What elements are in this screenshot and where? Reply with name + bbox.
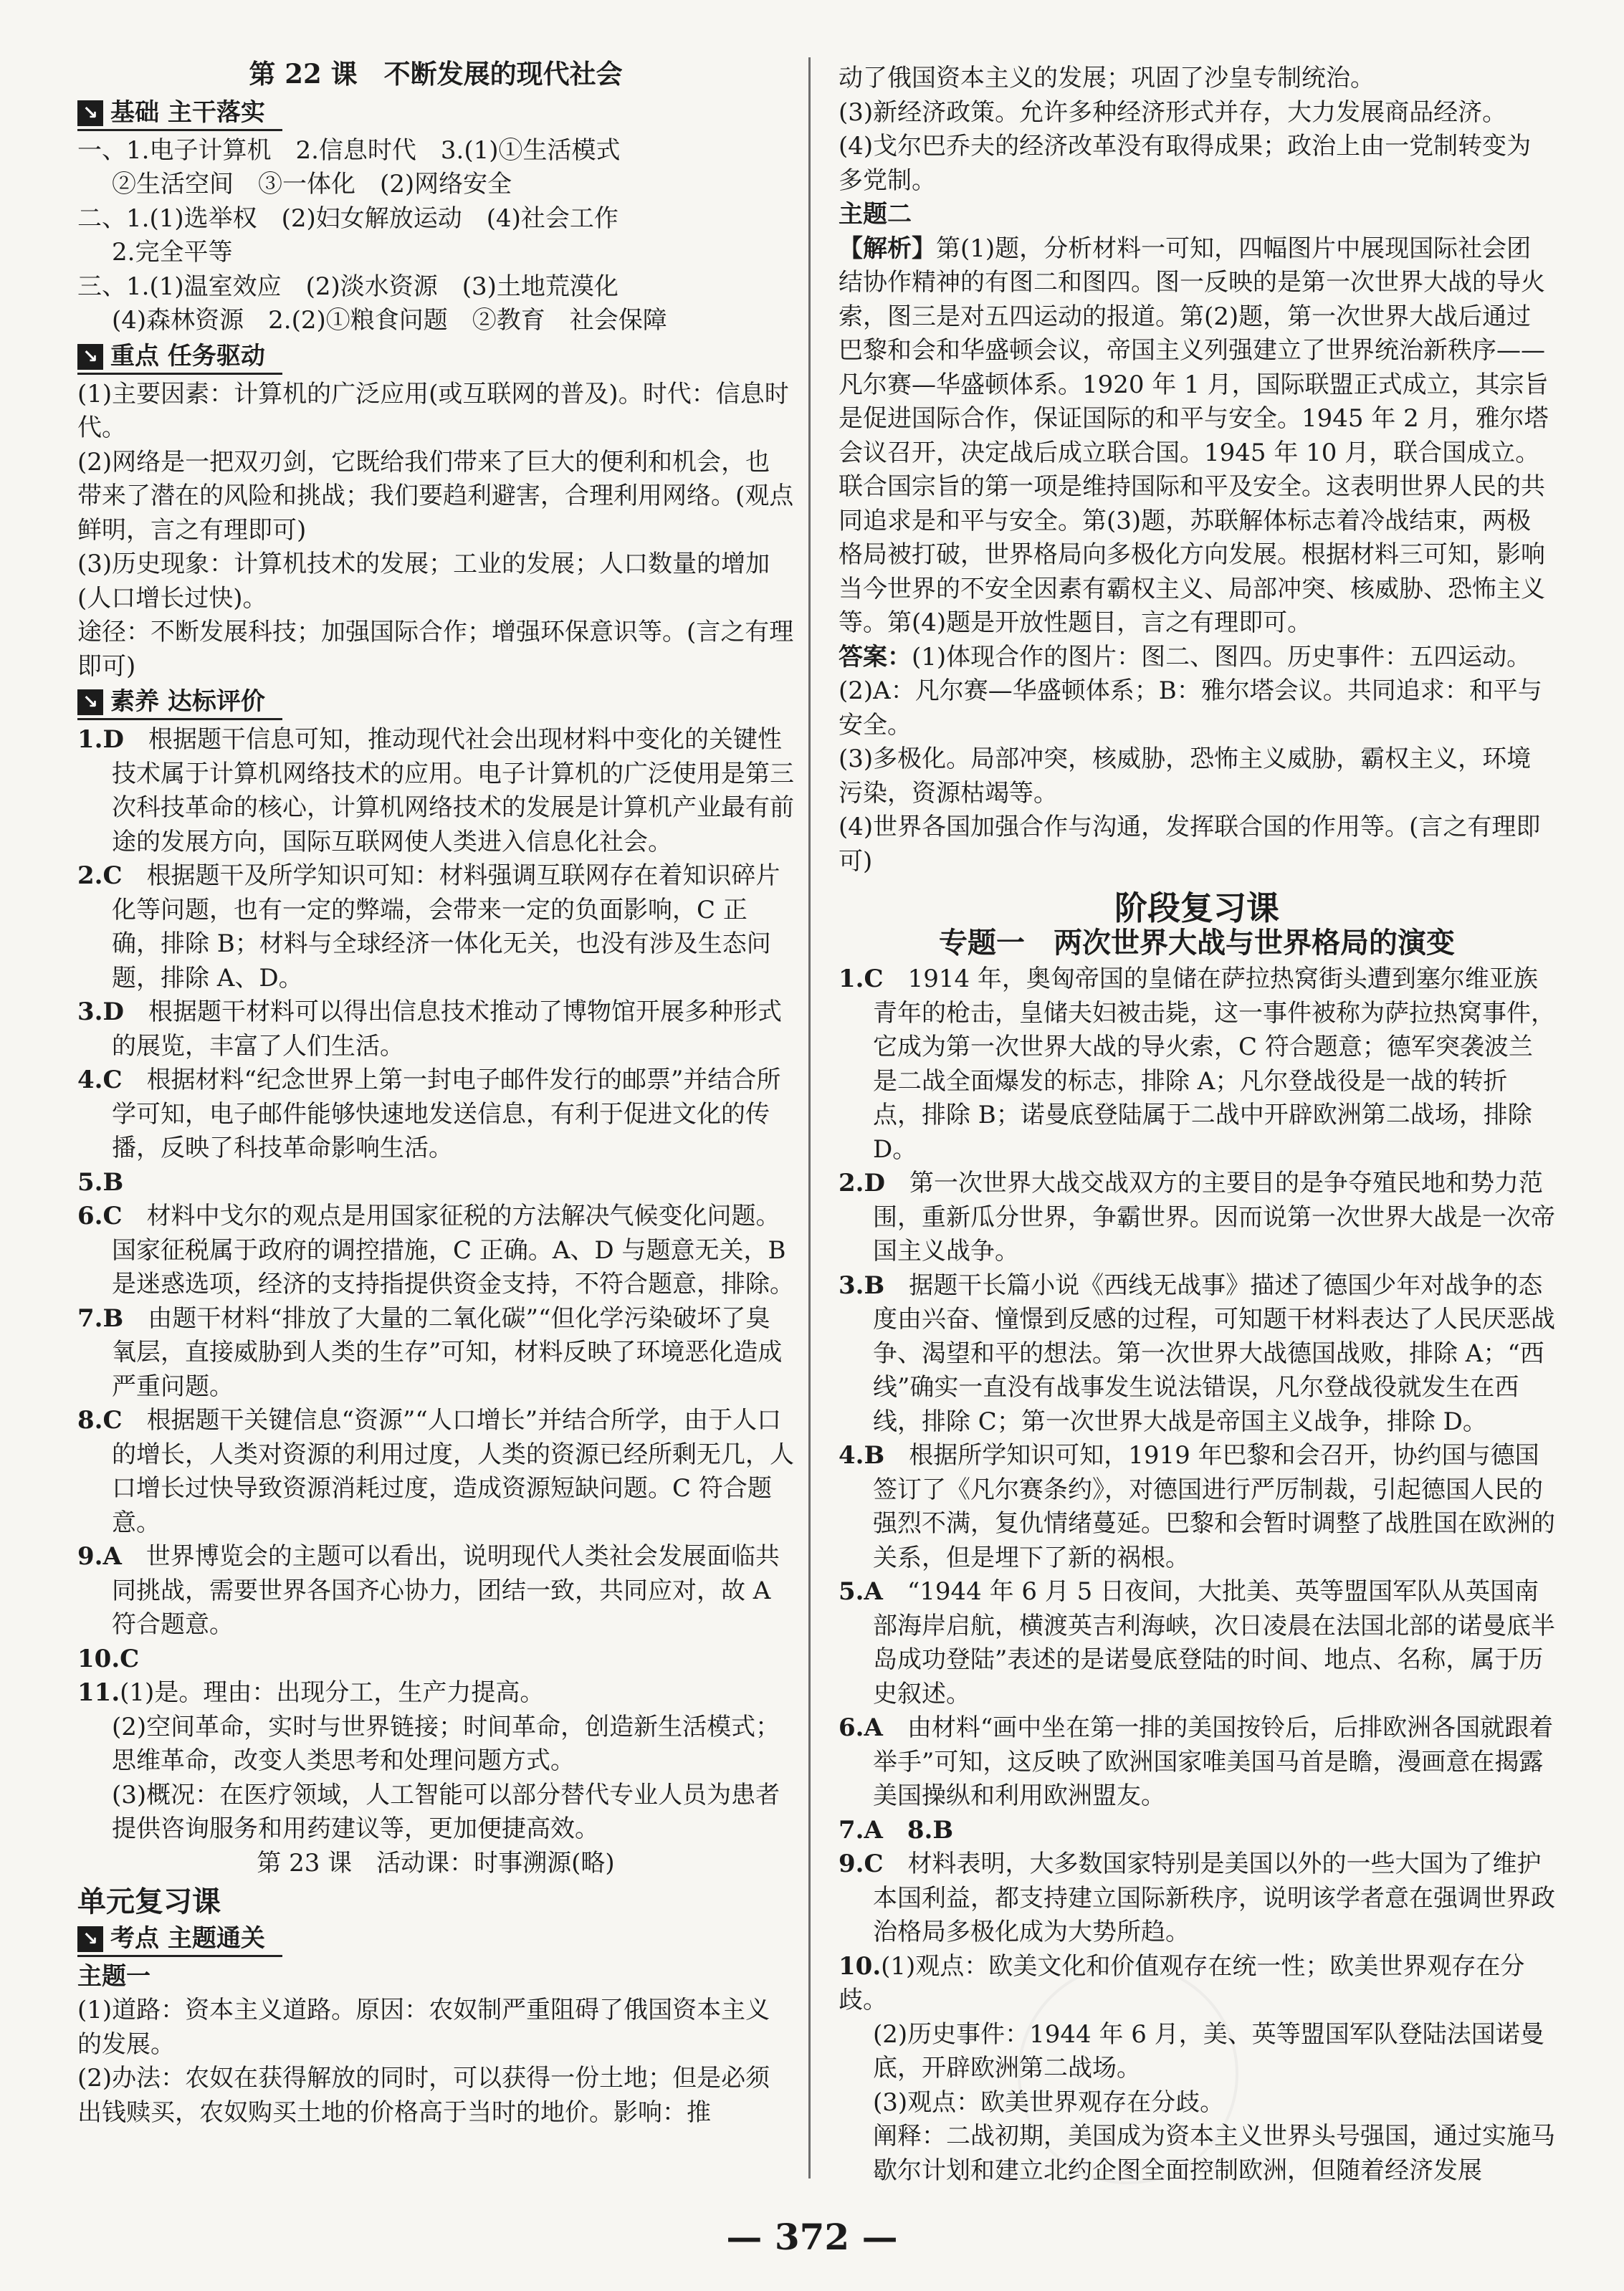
eval-item: [77, 723, 794, 859]
eval-item: [77, 1540, 794, 1642]
q11-line: (3)概况：在医疗领域，人工智能可以部分替代专业人员为患者提供咨询服务和用药建议等，更加便捷高效。: [112, 1780, 780, 1843]
eval-item-no: 2.C: [77, 861, 123, 890]
eval-item-no: 5.B: [77, 1167, 124, 1197]
topic-item-no: 3.B: [839, 1271, 885, 1300]
topic-item-no: 6.A: [839, 1713, 883, 1742]
eval-item-no: 10.C: [77, 1644, 140, 1673]
eval-item-no: 1.D: [77, 725, 124, 754]
topic-item-no: 1.C: [839, 965, 884, 993]
eval-item-text: 根据题干材料可以得出信息技术推动了博物馆开展多种形式的展览，丰富了人们生活。: [112, 998, 782, 1061]
section-eval: [77, 687, 282, 720]
key-paragraph: 途径：不断发展科技；加强国际合作；增强环保意识等。(言之有理即可): [77, 618, 794, 681]
column-divider: [808, 57, 811, 2178]
q11-text: (1)是。理由：出现分工，生产力提高。: [120, 1678, 545, 1707]
basic-line: 2.完全平等: [112, 238, 233, 267]
key-paragraph: (2)网络是一把双刃剑，它既给我们带来了巨大的便利和机会，也带来了潜在的风险和挑战；我们要趋利避害，合理利用网络。(观点鲜明，言之有理即可): [77, 447, 794, 545]
eval-item-no: 3.D: [77, 998, 124, 1026]
corner-arrow-icon: ↘: [77, 344, 103, 370]
answer-label: 答案：: [839, 642, 912, 671]
section-key: [77, 341, 282, 375]
page-number: — 372 —: [726, 2216, 898, 2258]
stage-review-title: 阶段复习课: [1114, 889, 1279, 927]
topic-item: [839, 1814, 1555, 1848]
topic-1-title: 专题一 两次世界大战与世界格局的演变: [939, 925, 1455, 960]
analysis-label: 【解析】: [839, 234, 936, 263]
answer-text: (1)体现合作的图片：图二、图四。历史事件：五四运动。: [912, 642, 1532, 671]
q10-no: 10.: [839, 1951, 882, 1981]
topic-item-text: 1914 年，奥匈帝国的皇储在萨拉热窝街头遭到塞尔维亚族青年的枪击，皇储夫妇被击毙，这一事件被称为萨拉热窝事件，它成为第一次世界大战的导火索，C 符合题意；德军突袭波兰是二战全面爆发的标志，排除 A；凡尔登战役是一战的转折点，排除 B；诺曼底登陆属于二战中开辟欧洲第二战场，排除 D。: [873, 965, 1555, 1164]
eval-item: [77, 859, 794, 995]
eval-item-text: 根据材料“纪念世界上第一封电子邮件发行的邮票”并结合所学可知，电子邮件能够快速地发送信息，有利于促进文化的传播，反映了科技革命影响生活。: [112, 1066, 781, 1162]
eval-item-no: 8.C: [77, 1406, 123, 1435]
left-column: [77, 57, 794, 2130]
topic-item-no: 7.A 8.B: [839, 1815, 954, 1845]
eval-item-text: 根据题干信息可知，推动现代社会出现材料中变化的关键性技术属于计算机网络技术的应用。电子计算机的广泛使用是第三次科技革命的核心，计算机网络技术的发展是计算机产业最有前途的发展方向，国际互联网使人类进入信息化社会。: [112, 725, 794, 856]
eval-item-no: 7.B: [77, 1304, 124, 1333]
eval-item-text: 由题干材料“排放了大量的二氧化碳”“但化学污染破坏了臭氧层，直接威胁到人类的生存”可知，材料反映了环境恶化造成严重问题。: [112, 1304, 783, 1401]
theme-1-paragraph: (2)办法：农奴在获得解放的同时，可以获得一份土地；但是必须出钱赎买，农奴购买土地的价格高于当时的地价。影响：推: [77, 2064, 770, 2127]
topic-item-no: 5.A: [839, 1577, 883, 1606]
theme-1-head: 主题一: [77, 1961, 151, 1991]
section-basic: [77, 97, 282, 131]
topic-item: [839, 1439, 1555, 1575]
q11-line: (2)空间革命，实时与世界链接；时间革命，创造新生活模式；思维革命，改变人类思考和处理问题方式。: [112, 1712, 780, 1775]
unit-review-title: 单元复习课: [77, 1885, 221, 1918]
key-paragraph: (1)主要因素：计算机的广泛应用(或互联网的普及)。时代：信息时代。: [77, 379, 789, 442]
eval-item-no: 6.C: [77, 1202, 123, 1230]
topic-item: [839, 962, 1555, 1167]
analysis-paragraph: [839, 232, 1555, 641]
eval-item-text: 根据题干关键信息“资源”“人口增长”并结合所学，由于人口的增长，人类对资源的利用过度，人类的资源已经所剩无几，人口增长过快导致资源消耗过度，造成资源短缺问题。C 符合题意。: [112, 1406, 794, 1537]
eval-item-no: 4.C: [77, 1066, 123, 1094]
section-key-label: 重点 任务驱动: [110, 341, 265, 370]
answer-line: (4)世界各国加强合作与沟通，发挥联合国的作用等。(言之有理即可): [839, 813, 1541, 876]
topic-item: [839, 1575, 1555, 1711]
eval-item: [77, 1063, 794, 1166]
topic-item-text: “1944 年 6 月 5 日夜间，大批美、英等盟国军队从英国南部海岸启航，横渡英吉利海峡，次日凌晨在法国北部的诺曼底半岛成功登陆”表述的是诺曼底登陆的时间、地点、名称，属于历史叙述。: [873, 1577, 1555, 1708]
topic-item-text: 材料表明，大多数国家特别是美国以外的一些大国为了维护本国利益，都支持建立国际新秩序，说明该学者意在强调世界政治格局多极化成为大势所趋。: [873, 1850, 1555, 1946]
topic-item-no: 2.D: [839, 1169, 885, 1197]
topic-item-text: 据题干长篇小说《西线无战事》描述了德国少年对战争的态度由兴奋、憧憬到反感的过程，可知题干材料表达了人民厌恶战争、渴望和平的想法。第一次世界大战德国战败，排除 A；“西线”确实一直没有战事发生说法错误，凡尔登战役就发生在西线，排除 C；第一次世界大战是帝国主义战争，排除 D。: [873, 1271, 1555, 1436]
theme-1-paragraph: (1)道路：资本主义道路。原因：农奴制严重阻碍了俄国资本主义的发展。: [77, 1996, 770, 2059]
basic-line: 二、1.(1)选举权 (2)妇女解放运动 (4)社会工作: [77, 204, 618, 233]
lesson-22-title: 第 22 课 不断发展的现代社会: [249, 58, 623, 90]
section-eval-label: 素养 达标评价: [110, 687, 265, 717]
eval-item-no: 9.A: [77, 1542, 122, 1571]
q10-line: (2)历史事件：1944 年 6 月，美、英等盟国军队登陆法国诺曼底，开辟欧洲第二战场。: [873, 2019, 1544, 2082]
right-column: [839, 62, 1555, 2188]
eval-item: [77, 1302, 794, 1405]
topic-item: [839, 1711, 1555, 1814]
answer-line: [839, 641, 1555, 675]
continued-paragraph: (4)戈尔巴乔夫的经济改革没有取得成果；政治上由一党制转变为多党制。: [839, 132, 1532, 195]
eval-item: [77, 995, 794, 1063]
eval-item: [77, 1166, 794, 1200]
answer-line: (2)A：凡尔赛—华盛顿体系；B：雅尔塔会议。共同追求：和平与安全。: [839, 676, 1542, 740]
q10-text: (1)观点：欧美文化和价值观存在统一性；欧美世界观存在分歧。: [839, 1951, 1525, 2014]
basic-line: 三、1.(1)温室效应 (2)淡水资源 (3)土地荒漠化: [77, 272, 618, 301]
eval-item-text: 材料中戈尔的观点是用国家征税的方法解决气候变化问题。国家征税属于政府的调控措施，C 正确。A、D 与题意无关，B 是迷惑选项，经济的支持指提供资金支持，不符合题意，排除。: [112, 1202, 794, 1298]
corner-arrow-icon: ↘: [77, 1926, 103, 1952]
corner-arrow-icon: ↘: [77, 689, 103, 715]
continued-paragraph: (3)新经济政策。允许多种经济形式并存，大力发展商品经济。: [839, 97, 1507, 127]
eval-item: [77, 1200, 794, 1302]
topic-item: [839, 1167, 1555, 1269]
eval-item-text: 根据题干及所学知识可知：材料强调互联网存在着知识碎片化等问题，也有一定的弊端，会带来一定的负面影响，C 正确，排除 B；材料与全球经济一体化无关，也没有涉及生态问题，排除 A、D。: [112, 861, 780, 993]
basic-line: 一、1.电子计算机 2.信息时代 3.(1)①生活模式: [77, 135, 621, 165]
theme-2-head: 主题二: [839, 200, 912, 229]
answer-line: (3)多极化。局部冲突，核威胁，恐怖主义威胁，霸权主义，环境污染，资源枯竭等。: [839, 745, 1532, 808]
continued-paragraph: 动了俄国资本主义的发展；巩固了沙皇专制统治。: [839, 64, 1375, 92]
topic-item: [839, 1847, 1555, 1950]
analysis-text: 第(1)题，分析材料一可知，四幅图片中展现国际社会团结协作精神的有图二和图四。图一反映的是第一次世界大战的导火索，图三是对五四运动的报道。第(2)题，第一次世界大战后通过巴黎和会和华盛顿会议，帝国主义列强建立了世界统治新秩序——凡尔赛—华盛顿体系。1920 年 1 月，国际联盟正式成立，其宗旨是促进国际合作，保证国际的和平与安全。1945 年 2 月，雅尔塔会议召开，决定战后成立联合国。1945 年 10 月，联合国成立。联合国宗旨的第一项是维持国际和平及安全。这表明世界人民的共同追求是和平与安全。第(3)题，苏联解体标志着冷战结束，两极格局被打破，世界格局向多极化方向发展。根据材料三可知，影响当今世界的不安全因素有霸权主义、局部冲突、核威胁、恐怖主义等。第(4)题是开放性题目，言之有理即可。: [839, 234, 1549, 637]
basic-line: ②生活空间 ③一体化 (2)网络安全: [112, 170, 512, 199]
basic-line: (4)森林资源 2.(2)①粮食问题 ②教育 社会保障: [112, 306, 667, 335]
topic-item: [839, 1269, 1555, 1440]
topic-item-no: 4.B: [839, 1441, 885, 1470]
q10-line: [839, 1950, 1555, 2018]
key-paragraph: (3)历史现象：计算机技术的发展；工业的发展；人口数量的增加(人口增长过快)。: [77, 550, 770, 613]
eval-item: [77, 1642, 794, 1677]
q11-no: 11.: [77, 1678, 120, 1707]
eval-item-text: 世界博览会的主题可以看出，说明现代人类社会发展面临共同挑战，需要世界各国齐心协力，团结一致，共同应对，故 A 符合题意。: [112, 1542, 780, 1639]
section-points: [77, 1923, 282, 1957]
q10-line: 阐释：二战初期，美国成为资本主义世界头号强国，通过实施马歇尔计划和建立北约企图全面控制欧洲，但随着经济发展: [873, 2122, 1555, 2185]
section-basic-label: 基础 主干落实: [110, 97, 265, 127]
lesson-23-title: 第 23 课 活动课：时事溯源(略): [257, 1848, 615, 1878]
section-points-label: 考点 主题通关: [110, 1923, 265, 1953]
topic-item-no: 9.C: [839, 1850, 884, 1878]
q10-line: (3)观点：欧美世界观存在分歧。: [873, 2087, 1225, 2117]
q11-line: [77, 1676, 794, 1711]
eval-item: [77, 1404, 794, 1540]
topic-item-text: 第一次世界大战交战双方的主要目的是争夺殖民地和势力范围，重新瓜分世界，争霸世界。因而说第一次世界大战是一次帝国主义战争。: [873, 1169, 1555, 1266]
topic-item-text: 由材料“画中坐在第一排的美国按铃后，后排欧洲各国就跟着举手”可知，这反映了欧洲国家唯美国马首是瞻，漫画意在揭露美国操纵和利用欧洲盟友。: [873, 1713, 1554, 1810]
corner-arrow-icon: ↘: [77, 100, 103, 126]
topic-item-text: 根据所学知识可知，1919 年巴黎和会召开，协约国与德国签订了《凡尔赛条约》，对德国进行严厉制裁，引起德国人民的强烈不满，复仇情绪蔓延。巴黎和会暂时调整了战胜国在欧洲的关系，但是埋下了新的祸根。: [873, 1441, 1555, 1572]
